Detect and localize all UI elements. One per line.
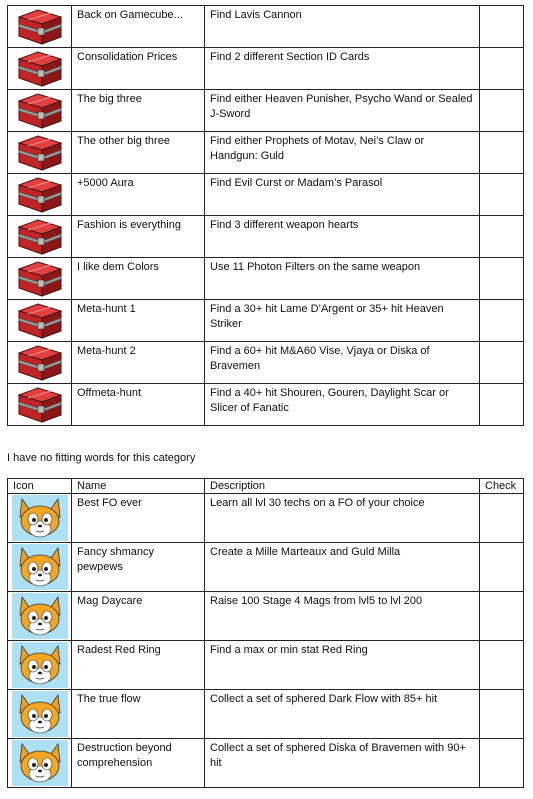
- table-row: [8, 592, 524, 641]
- header-icon: Icon: [8, 479, 72, 494]
- row-check[interactable]: [480, 543, 524, 592]
- red-chest-icon: [8, 134, 71, 172]
- table-row: [8, 342, 524, 384]
- table-row: [8, 258, 524, 300]
- row-description: Use 11 Photon Filters on the same weapon: [205, 258, 480, 300]
- row-name: Meta-hunt 2: [72, 342, 205, 384]
- table-row: [8, 543, 524, 592]
- row-name: +5000 Aura: [72, 174, 205, 216]
- row-name: Destruction beyond comprehension: [72, 739, 205, 788]
- row-name: The other big three: [72, 132, 205, 174]
- fox-face-icon: [8, 593, 71, 639]
- table-row: [8, 690, 524, 739]
- row-name: Meta-hunt 1: [72, 300, 205, 342]
- red-chest-icon: [8, 8, 71, 46]
- row-description: Find a 40+ hit Shouren, Gouren, Daylight Scar or Slicer of Fanatic: [205, 384, 480, 426]
- row-name: Consolidation Prices: [72, 48, 205, 90]
- table-row: [8, 132, 524, 174]
- row-name: Fashion is everything: [72, 216, 205, 258]
- red-chest-icon: [8, 260, 71, 298]
- table-row: [8, 6, 524, 48]
- icon-cell: [8, 48, 72, 90]
- icon-cell: [8, 216, 72, 258]
- row-name: Fancy shmancy pewpews: [72, 543, 205, 592]
- table-row: [8, 739, 524, 788]
- icon-cell: [8, 6, 72, 48]
- row-check[interactable]: [480, 690, 524, 739]
- fox-face-icon: [8, 495, 71, 541]
- table-header-row: [8, 479, 524, 494]
- red-chest-icon: [8, 176, 71, 214]
- header-description: Description: [205, 479, 480, 494]
- row-name: I like dem Colors: [72, 258, 205, 300]
- row-check[interactable]: [480, 641, 524, 690]
- icon-cell: [8, 90, 72, 132]
- row-description: Collect a set of sphered Dark Flow with 85+ hit: [205, 690, 480, 739]
- row-check[interactable]: [480, 90, 524, 132]
- table-row: [8, 90, 524, 132]
- row-name: Radest Red Ring: [72, 641, 205, 690]
- row-check[interactable]: [480, 6, 524, 48]
- table-row: [8, 174, 524, 216]
- red-chest-icon: [8, 302, 71, 340]
- table-row: [8, 48, 524, 90]
- icon-cell: [8, 174, 72, 216]
- icon-cell: [8, 494, 72, 543]
- icon-cell: [8, 132, 72, 174]
- icon-cell: [8, 690, 72, 739]
- fox-face-icon: [8, 740, 71, 786]
- row-description: Find either Heaven Punisher, Psycho Wand or Sealed J-Sword: [205, 90, 480, 132]
- row-check[interactable]: [480, 258, 524, 300]
- row-check[interactable]: [480, 592, 524, 641]
- row-description: Find a 60+ hit M&A60 Vise, Vjaya or Diska of Bravemen: [205, 342, 480, 384]
- icon-cell: [8, 543, 72, 592]
- row-description: Find 3 different weapon hearts: [205, 216, 480, 258]
- chest-achievements-table: [7, 5, 524, 426]
- table-row: [8, 494, 524, 543]
- red-chest-icon: [8, 92, 71, 130]
- icon-cell: [8, 384, 72, 426]
- fox-face-icon: [8, 544, 71, 590]
- table-row: [8, 300, 524, 342]
- fox-achievements-table: [7, 478, 524, 788]
- fox-face-icon: [8, 691, 71, 737]
- row-description: Find a 30+ hit Lame D’Argent or 35+ hit Heaven Striker: [205, 300, 480, 342]
- row-name: Offmeta-hunt: [72, 384, 205, 426]
- row-check[interactable]: [480, 48, 524, 90]
- section-heading: I have no fitting words for this category: [7, 452, 196, 464]
- row-name: Back on Gamecube...: [72, 6, 205, 48]
- icon-cell: [8, 342, 72, 384]
- row-description: Find 2 different Section ID Cards: [205, 48, 480, 90]
- row-check[interactable]: [480, 300, 524, 342]
- red-chest-icon: [8, 386, 71, 424]
- row-description: Find Lavis Cannon: [205, 6, 480, 48]
- row-check[interactable]: [480, 342, 524, 384]
- icon-cell: [8, 739, 72, 788]
- row-name: The big three: [72, 90, 205, 132]
- red-chest-icon: [8, 344, 71, 382]
- row-name: Best FO ever: [72, 494, 205, 543]
- row-description: Raise 100 Stage 4 Mags from lvl5 to lvl 200: [205, 592, 480, 641]
- fox-face-icon: [8, 642, 71, 688]
- row-description: Find a max or min stat Red Ring: [205, 641, 480, 690]
- row-check[interactable]: [480, 174, 524, 216]
- row-name: The true flow: [72, 690, 205, 739]
- icon-cell: [8, 258, 72, 300]
- header-name: Name: [72, 479, 205, 494]
- red-chest-icon: [8, 50, 71, 88]
- row-description: Find Evil Curst or Madam’s Parasol: [205, 174, 480, 216]
- icon-cell: [8, 641, 72, 690]
- row-check[interactable]: [480, 384, 524, 426]
- row-name: Mag Daycare: [72, 592, 205, 641]
- icon-cell: [8, 592, 72, 641]
- row-check[interactable]: [480, 494, 524, 543]
- icon-cell: [8, 300, 72, 342]
- row-description: Find either Prophets of Motav, Nei’s Claw or Handgun: Guld: [205, 132, 480, 174]
- row-description: Create a Mille Marteaux and Guld Milla: [205, 543, 480, 592]
- row-description: Learn all lvl 30 techs on a FO of your choice: [205, 494, 480, 543]
- header-check: Check: [480, 479, 524, 494]
- table-row: [8, 641, 524, 690]
- row-check[interactable]: [480, 739, 524, 788]
- row-check[interactable]: [480, 132, 524, 174]
- table-row: [8, 216, 524, 258]
- row-description: Collect a set of sphered Diska of Bravemen with 90+ hit: [205, 739, 480, 788]
- red-chest-icon: [8, 218, 71, 256]
- table-row: [8, 384, 524, 426]
- row-check[interactable]: [480, 216, 524, 258]
